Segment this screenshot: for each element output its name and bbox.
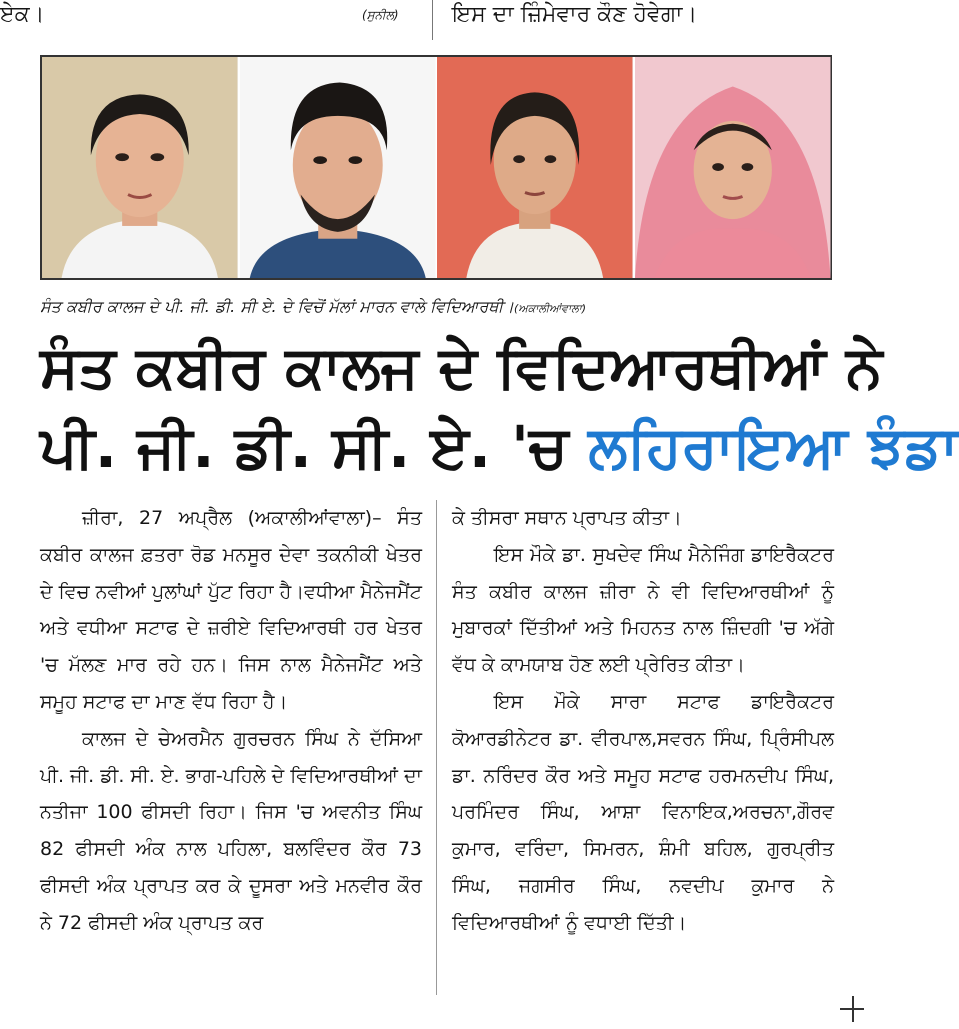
student-photo-4 (635, 57, 831, 278)
article-paragraph: ਕਾਲਜ ਦੇ ਚੇਅਰਮੈਨ ਗੁਰਚਰਨ ਸਿੰਘ ਨੇ ਦੱਸਿਆ ਪੀ. ਜੀ. ਡੀ. ਸੀ. ਏ. ਭਾਗ-ਪਹਿਲੇ ਦੇ ਵਿਦਿਆਰਥੀਆਂ ਦਾ ਨਤੀਜਾ 100 ਫੀਸਦੀ ਰਿਹਾ। ਜਿਸ 'ਚ ਅਵਨੀਤ ਸਿੰਘ 82 ਫੀਸਦੀ ਅੰਕ ਨਾਲ ਪਹਿਲਾ, ਬਲਵਿੰਦਰ ਕੌਰ 73 ਫੀਸਦੀ ਅੰਕ ਪ੍ਰਾਪਤ ਕਰ ਕੇ ਦੂਸਰਾ ਅਤੇ ਮਨਵੀਰ ਕੌਰ ਨੇ 72 ਫੀਸਦੀ ਅੰਕ ਪ੍ਰਾਪਤ ਕਰ (40, 727, 422, 934)
article-paragraph: ਇਸ ਮੌਕੇ ਡਾ. ਸੁਖਦੇਵ ਸਿੰਘ ਮੈਨੇਜਿੰਗ ਡਾਇਰੈਕਟਰ ਸੰਤ ਕਬੀਰ ਕਾਲਜ ਜ਼ੀਰਾ ਨੇ ਵੀ ਵਿਦਿਆਰਥੀਆਂ ਨੂੰ ਮੁਬਾਰਕਾਂ ਦਿੱਤੀਆਂ ਅਤੇ ਮਿਹਨਤ ਨਾਲ ਜ਼ਿੰਦਗੀ 'ਚ ਅੱਗੇ ਵੱਧ ਕੇ ਕਾਮਯਾਬ ਹੋਣ ਲਈ ਪ੍ਰੇਰਿਤ ਕੀਤਾ। (452, 543, 834, 677)
student-photo-1 (42, 57, 240, 278)
article-paragraph: ਇਸ ਮੌਕੇ ਸਾਰਾ ਸਟਾਫ ਡਾਇਰੈਕਟਰ ਕੋਆਰਡੀਨੇਟਰ ਡਾ. ਵੀਰਪਾਲ,ਸਵਰਨ ਸਿੰਘ, ਪ੍ਰਿੰਸੀਪਲ ਡਾ. ਨਰਿੰਦਰ ਕੌਰ ਅਤੇ ਸਮੂਹ ਸਟਾਫ ਹਰਮਨਦੀਪ ਸਿੰਘ, ਪਰਮਿੰਦਰ ਸਿੰਘ, ਆਸ਼ਾ ਵਿਨਾਇਕ,ਅਰਚਨਾ,ਗੌਰਵ ਕੁਮਾਰ, ਵਰਿੰਦਾ, ਸਿਮਰਨ, ਸ਼ੰਮੀ ਬਹਿਲ, ਗੁਰਪ੍ਰੀਤ ਸਿੰਘ, ਜਗਸੀਰ ਸਿੰਘ, ਨਵਦੀਪ ਕੁਮਾਰ ਨੇ ਵਿਦਿਆਰਥੀਆਂ ਨੂੰ ਵਧਾਈ ਦਿੱਤੀ। (452, 690, 834, 934)
previous-article-line: ਇਸ ਦਾ ਜ਼ਿੰਮੇਵਾਰ ਕੌਣ ਹੋਵੇਗਾ। (452, 2, 698, 27)
previous-article-fragment: ਏਕ। (0, 2, 45, 27)
caption-text: ਸੰਤ ਕਬੀਰ ਕਾਲਜ ਦੇ ਪੀ. ਜੀ. ਡੀ. ਸੀ ਏ. ਦੇ ਵਿਚੋਂ ਮੱਲਾਂ ਮਾਰਨ ਵਾਲੇ ਵਿਦਿਆਰਥੀ। (40, 297, 514, 316)
photo-caption (40, 297, 586, 317)
article-column-right (452, 500, 834, 942)
crop-mark (852, 996, 854, 1022)
student-photo-strip (40, 55, 832, 280)
column-divider (432, 0, 433, 40)
headline-line-2-black: ਪੀ. ਜੀ. ਡੀ. ਸੀ. ਏ. 'ਚ (40, 413, 589, 481)
student-photo-2 (240, 57, 438, 278)
student-photo-3 (437, 57, 635, 278)
headline-line-2-highlight: ਲਹਿਰਾਇਆ ਝੰਡਾ (588, 413, 959, 481)
previous-photo-credit: (ਸੁਨੀਲ) (362, 8, 399, 22)
headline-line-2 (40, 414, 959, 480)
column-divider (436, 500, 437, 995)
headline-line-1: ਸੰਤ ਕਬੀਰ ਕਾਲਜ ਦੇ ਵਿਦਿਆਰਥੀਆਂ ਨੇ (40, 333, 883, 401)
article-column-left (40, 500, 422, 942)
article-paragraph: ਜ਼ੀਰਾ, 27 ਅਪ੍ਰੈਲ (ਅਕਾਲੀਆਂਵਾਲਾ)– ਸੰਤ ਕਬੀਰ ਕਾਲਜ ਫ਼ਤਰਾ ਰੋਡ ਮਨਸੂਰ ਦੇਵਾ ਤਕਨੀਕੀ ਖੇਤਰ ਦੇ ਵਿਚ ਨਵੀਆਂ ਪੁਲਾਂਘਾਂ ਪੁੱਟ ਰਿਹਾ ਹੈ।ਵਧੀਆ ਮੈਨੇਜਮੈਂਟ ਅਤੇ ਵਧੀਆ ਸਟਾਫ ਦੇ ਜ਼ਰੀਏ ਵਿਦਿਆਰਥੀ ਹਰ ਖੇਤਰ 'ਚ ਮੱਲਣ ਮਾਰ ਰਹੇ ਹਨ। ਜਿਸ ਨਾਲ ਮੈਨੇਜਮੈਂਟ ਅਤੇ ਸਮੂਹ ਸਟਾਫ ਦਾ ਮਾਣ ਵੱਧ ਰਿਹਾ ਹੈ। (40, 507, 422, 713)
caption-credit: (ਅਕਾਲੀਆਂਵਾਲਾ) (513, 302, 587, 315)
article-paragraph: ਕੇ ਤੀਸਰਾ ਸਥਾਨ ਪ੍ਰਾਪਤ ਕੀਤਾ। (452, 507, 682, 529)
